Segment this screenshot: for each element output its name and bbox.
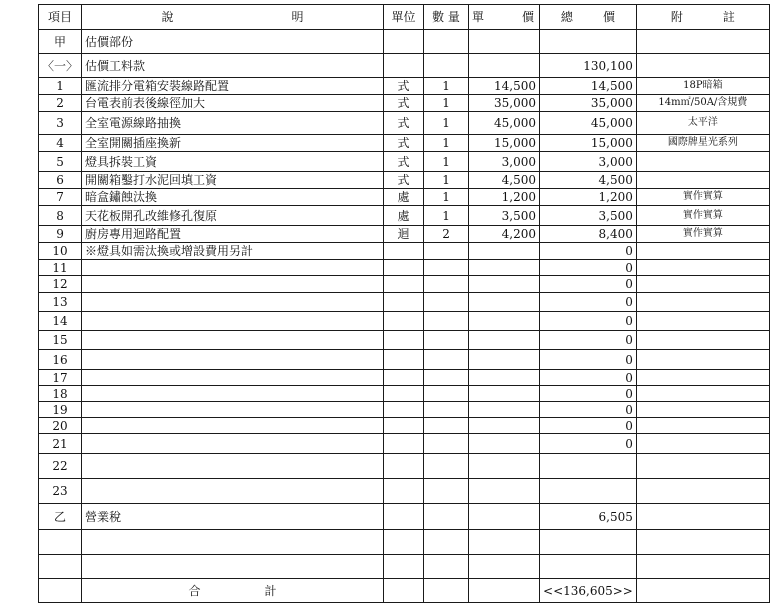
section-b-description: 營業稅 — [82, 504, 384, 530]
item-total: 0 — [540, 402, 637, 418]
item-description: 天花板開孔改維修孔復原 — [82, 206, 384, 226]
item-row — [39, 226, 770, 243]
item-unit — [384, 243, 424, 260]
item-total: 0 — [540, 350, 637, 370]
item-no: 22 — [39, 454, 82, 479]
blank-row — [39, 530, 770, 555]
item-description — [82, 260, 384, 276]
item-description — [82, 418, 384, 434]
section-b-no: 乙 — [39, 504, 82, 530]
item-unit — [384, 350, 424, 370]
header-description-a: 說 — [161, 10, 174, 24]
item-note — [636, 434, 769, 454]
section-1-description: 估價工料款 — [82, 54, 384, 78]
item-note — [636, 276, 769, 293]
quotation-body — [39, 5, 770, 603]
item-no: 6 — [39, 172, 82, 189]
item-description — [82, 479, 384, 504]
item-no: 17 — [39, 370, 82, 386]
item-no: 7 — [39, 189, 82, 206]
item-total: 0 — [540, 370, 637, 386]
item-description — [82, 454, 384, 479]
section-1-total: 130,100 — [540, 54, 637, 78]
item-description — [82, 331, 384, 350]
item-unit-price — [469, 350, 540, 370]
header-description — [82, 5, 384, 30]
summary-label-a: 合 — [188, 583, 201, 598]
item-unit — [384, 260, 424, 276]
section-1-row — [39, 54, 770, 78]
item-description — [82, 386, 384, 402]
header-total-b: 價 — [602, 10, 615, 24]
item-quantity — [424, 370, 469, 386]
item-unit — [384, 402, 424, 418]
item-no: 21 — [39, 434, 82, 454]
item-total: 0 — [540, 312, 637, 331]
item-row — [39, 95, 770, 112]
item-row — [39, 152, 770, 172]
item-row — [39, 386, 770, 402]
item-quantity — [424, 350, 469, 370]
item-no: 3 — [39, 112, 82, 135]
item-total: 14,500 — [540, 78, 637, 95]
item-description — [82, 434, 384, 454]
item-no: 14 — [39, 312, 82, 331]
item-description — [82, 276, 384, 293]
item-quantity: 1 — [424, 135, 469, 152]
item-total: 45,000 — [540, 112, 637, 135]
item-row — [39, 276, 770, 293]
item-total: 35,000 — [540, 95, 637, 112]
header-unit-price-a: 單 — [472, 10, 485, 24]
item-quantity — [424, 276, 469, 293]
item-row — [39, 370, 770, 386]
item-description: 全室開關插座換新 — [82, 135, 384, 152]
item-total — [540, 479, 637, 504]
blank-row — [39, 555, 770, 579]
item-note — [636, 293, 769, 312]
item-note: 實作實算 — [636, 206, 769, 226]
item-description: 廚房專用迴路配置 — [82, 226, 384, 243]
item-no: 13 — [39, 293, 82, 312]
item-row — [39, 206, 770, 226]
item-note — [636, 152, 769, 172]
header-note — [636, 5, 769, 30]
item-no: 1 — [39, 78, 82, 95]
item-description — [82, 293, 384, 312]
item-unit-price — [469, 434, 540, 454]
section-b-row — [39, 504, 770, 530]
header-item-no: 項目 — [39, 5, 82, 30]
item-row — [39, 312, 770, 331]
item-row — [39, 350, 770, 370]
summary-label — [82, 579, 384, 603]
item-quantity: 1 — [424, 78, 469, 95]
item-row — [39, 112, 770, 135]
item-no: 11 — [39, 260, 82, 276]
item-description: 暗盒鏽蝕汰換 — [82, 189, 384, 206]
item-total: 0 — [540, 293, 637, 312]
item-unit-price — [469, 402, 540, 418]
item-quantity — [424, 331, 469, 350]
item-quantity: 2 — [424, 226, 469, 243]
item-note — [636, 479, 769, 504]
item-unit-price — [469, 276, 540, 293]
item-row — [39, 454, 770, 479]
item-row — [39, 331, 770, 350]
item-description: 開關箱鑿打水泥回填工資 — [82, 172, 384, 189]
item-unit: 處 — [384, 189, 424, 206]
item-note — [636, 386, 769, 402]
summary-row — [39, 579, 770, 603]
item-total — [540, 454, 637, 479]
item-total: 0 — [540, 331, 637, 350]
header-total-a: 總 — [560, 10, 573, 24]
item-row — [39, 189, 770, 206]
item-note — [636, 260, 769, 276]
item-unit — [384, 386, 424, 402]
item-description — [82, 370, 384, 386]
item-unit-price — [469, 454, 540, 479]
item-total: 1,200 — [540, 189, 637, 206]
item-quantity — [424, 434, 469, 454]
item-unit: 迴 — [384, 226, 424, 243]
section-1-no: 〈一〉 — [39, 54, 82, 78]
header-quantity: 數 量 — [424, 5, 469, 30]
item-note — [636, 402, 769, 418]
item-total: 15,000 — [540, 135, 637, 152]
item-description — [82, 402, 384, 418]
item-description: 匯流排分電箱安裝線路配置 — [82, 78, 384, 95]
item-unit — [384, 331, 424, 350]
item-unit-price — [469, 370, 540, 386]
item-description: 全室電源線路抽換 — [82, 112, 384, 135]
item-unit-price — [469, 260, 540, 276]
section-a-description: 估價部份 — [82, 30, 384, 54]
item-row — [39, 260, 770, 276]
item-total: 0 — [540, 434, 637, 454]
item-quantity: 1 — [424, 152, 469, 172]
item-unit-price: 4,200 — [469, 226, 540, 243]
item-row — [39, 135, 770, 152]
item-total: 0 — [540, 243, 637, 260]
item-note — [636, 172, 769, 189]
header-unit-price — [469, 5, 540, 30]
item-unit: 式 — [384, 152, 424, 172]
item-note — [636, 418, 769, 434]
item-no: 15 — [39, 331, 82, 350]
item-unit — [384, 434, 424, 454]
item-unit-price: 1,200 — [469, 189, 540, 206]
item-unit-price — [469, 386, 540, 402]
section-a-no: 甲 — [39, 30, 82, 54]
item-unit: 式 — [384, 172, 424, 189]
item-unit — [384, 370, 424, 386]
item-no: 18 — [39, 386, 82, 402]
item-no: 12 — [39, 276, 82, 293]
item-unit: 式 — [384, 135, 424, 152]
header-unit-price-b: 價 — [522, 10, 535, 24]
item-description — [82, 312, 384, 331]
item-unit — [384, 293, 424, 312]
item-total: 3,000 — [540, 152, 637, 172]
item-note — [636, 370, 769, 386]
item-total: 0 — [540, 276, 637, 293]
item-unit-price — [469, 479, 540, 504]
item-unit-price: 35,000 — [469, 95, 540, 112]
item-row — [39, 78, 770, 95]
item-total: 0 — [540, 260, 637, 276]
item-no: 8 — [39, 206, 82, 226]
item-row — [39, 479, 770, 504]
item-note: 太平洋 — [636, 112, 769, 135]
item-no: 16 — [39, 350, 82, 370]
item-quantity — [424, 260, 469, 276]
item-description — [82, 350, 384, 370]
item-no: 19 — [39, 402, 82, 418]
item-note: 國際牌星光系列 — [636, 135, 769, 152]
header-total — [540, 5, 637, 30]
summary-total: <<136,605>> — [540, 579, 637, 603]
item-quantity: 1 — [424, 95, 469, 112]
item-note — [636, 243, 769, 260]
item-note: 實作實算 — [636, 226, 769, 243]
item-unit: 處 — [384, 206, 424, 226]
item-row — [39, 418, 770, 434]
item-quantity — [424, 479, 469, 504]
item-description: 台電表前表後線徑加大 — [82, 95, 384, 112]
item-note — [636, 331, 769, 350]
summary-label-b: 計 — [264, 583, 277, 598]
header-note-b: 註 — [722, 10, 735, 24]
item-total: 0 — [540, 418, 637, 434]
item-note — [636, 454, 769, 479]
item-unit: 式 — [384, 95, 424, 112]
item-total: 8,400 — [540, 226, 637, 243]
quotation-table — [38, 4, 770, 603]
item-unit — [384, 276, 424, 293]
item-unit — [384, 479, 424, 504]
item-quantity — [424, 243, 469, 260]
item-row — [39, 434, 770, 454]
item-quantity — [424, 386, 469, 402]
header-unit: 單位 — [384, 5, 424, 30]
header-description-b: 明 — [291, 10, 304, 24]
item-unit-price — [469, 331, 540, 350]
item-row — [39, 402, 770, 418]
item-note — [636, 350, 769, 370]
item-unit-price — [469, 312, 540, 331]
header-note-a: 附 — [670, 10, 683, 24]
item-note — [636, 312, 769, 331]
item-unit-price — [469, 293, 540, 312]
item-no: 2 — [39, 95, 82, 112]
item-no: 10 — [39, 243, 82, 260]
item-no: 20 — [39, 418, 82, 434]
item-note: 14m㎡/50A/含規費 — [636, 95, 769, 112]
item-unit-price: 3,000 — [469, 152, 540, 172]
section-b-total: 6,505 — [540, 504, 637, 530]
item-no: 5 — [39, 152, 82, 172]
item-total: 3,500 — [540, 206, 637, 226]
item-note: 實作實算 — [636, 189, 769, 206]
item-row — [39, 243, 770, 260]
item-note: 18P暗箱 — [636, 78, 769, 95]
item-unit — [384, 454, 424, 479]
item-description: 燈具拆裝工資 — [82, 152, 384, 172]
item-description: ※燈具如需汰換或增設費用另計 — [82, 243, 384, 260]
item-unit-price: 3,500 — [469, 206, 540, 226]
item-row — [39, 172, 770, 189]
item-unit-price: 45,000 — [469, 112, 540, 135]
item-quantity — [424, 312, 469, 331]
item-unit-price — [469, 243, 540, 260]
item-quantity — [424, 418, 469, 434]
item-quantity: 1 — [424, 112, 469, 135]
item-unit — [384, 418, 424, 434]
item-unit — [384, 312, 424, 331]
item-unit: 式 — [384, 112, 424, 135]
item-total: 0 — [540, 386, 637, 402]
item-quantity — [424, 293, 469, 312]
item-row — [39, 293, 770, 312]
item-unit-price: 4,500 — [469, 172, 540, 189]
header-row — [39, 5, 770, 30]
item-quantity: 1 — [424, 189, 469, 206]
item-quantity: 1 — [424, 172, 469, 189]
item-quantity — [424, 402, 469, 418]
item-unit-price: 15,000 — [469, 135, 540, 152]
item-unit-price: 14,500 — [469, 78, 540, 95]
item-total: 4,500 — [540, 172, 637, 189]
item-no: 23 — [39, 479, 82, 504]
item-no: 9 — [39, 226, 82, 243]
item-unit: 式 — [384, 78, 424, 95]
item-unit-price — [469, 418, 540, 434]
item-no: 4 — [39, 135, 82, 152]
section-a-row — [39, 30, 770, 54]
item-quantity — [424, 454, 469, 479]
item-quantity: 1 — [424, 206, 469, 226]
